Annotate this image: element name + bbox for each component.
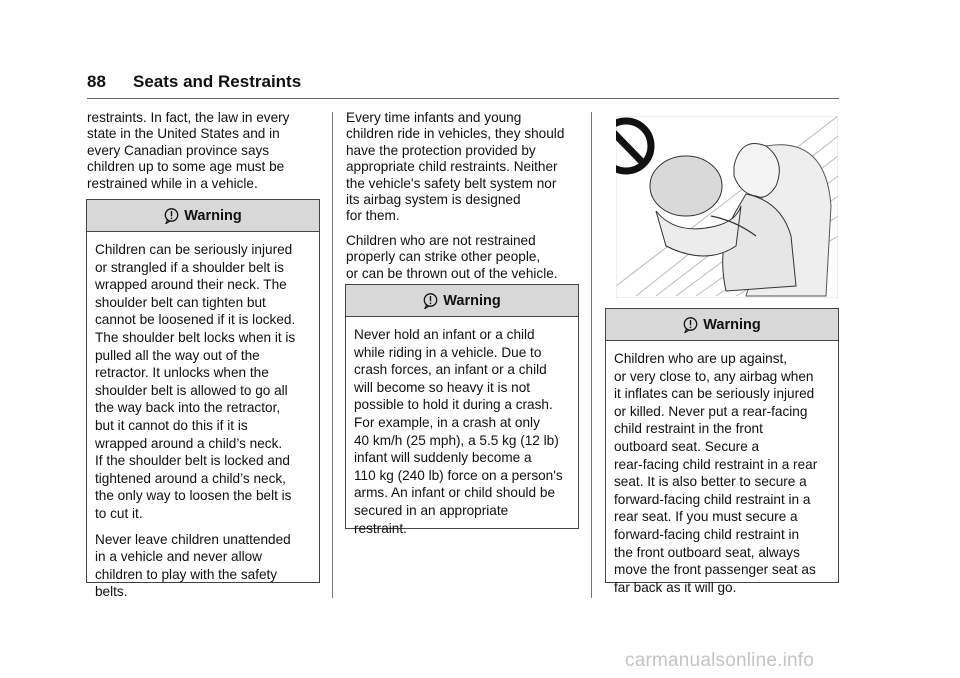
prohibition-icon bbox=[616, 121, 651, 171]
intro-paragraph: restraints. In fact, the law in every state in the United States and in every Canadian province says children up to some age must be restrained while in a vehicle. bbox=[87, 110, 290, 191]
warning-paragraph: Children who are up against, or very close to, any airbag when it inflates can be seriously injured or killed. Never put a rear-facing child restraint in the front outboard seat. Secure a rear-facing child restraint in a rear seat. It is also better to secure a forward-facing child restraint in a rear seat. If you must secure a forward-facing child restraint in the front outboard seat, always move the front passenger seat as far back as it will go. bbox=[614, 351, 818, 595]
warning-title: Warning bbox=[703, 316, 761, 333]
warning-paragraph: Never leave children unattended in a vehicle and never allow children to play with the safety belts. bbox=[95, 531, 291, 600]
child-held-airbag-illustration bbox=[616, 116, 838, 298]
column-1 bbox=[87, 110, 327, 200]
warning-box-neck bbox=[86, 199, 320, 600]
warning-title: Warning bbox=[443, 292, 501, 309]
page-header bbox=[87, 72, 839, 96]
warning-header bbox=[606, 309, 838, 341]
warning-box-holding-infant bbox=[345, 284, 579, 536]
warning-body bbox=[346, 317, 578, 551]
section-title: Seats and Restraints bbox=[133, 72, 302, 91]
warning-icon bbox=[164, 208, 179, 224]
warning-body bbox=[606, 341, 838, 610]
body-paragraph: Every time infants and young children ride in vehicles, they should have the protection provided by appropriate child restraints. Neither the vehicle's safety belt system nor its airbag system is designed for them. bbox=[346, 110, 565, 224]
column-divider-1 bbox=[332, 112, 333, 598]
column-2 bbox=[346, 110, 586, 290]
warning-paragraph: Children can be seriously injured or strangled if a shoulder belt is wrapped around their neck. The shoulder belt can tighten but cannot be loosened if it is locked. The shoulder belt locks when it is pulled all the way out of the retractor. It unlocks when the shoulder belt is allowed to go all the way back into the retractor, but it cannot do this if it is wrapped around a child’s neck. If the shoulder belt is locked and tightened around a child’s neck, the only way to loosen the belt is to cut it. bbox=[95, 242, 296, 521]
warning-box-airbag bbox=[605, 308, 839, 595]
warning-icon bbox=[423, 293, 438, 309]
header-rule bbox=[87, 98, 839, 99]
page-number: 88 bbox=[87, 72, 106, 91]
body-paragraph: Children who are not restrained properly can strike other people, or can be thrown out of the vehicle. bbox=[346, 232, 558, 281]
warning-header bbox=[346, 285, 578, 317]
warning-icon bbox=[683, 317, 698, 333]
warning-body bbox=[87, 232, 319, 615]
warning-header bbox=[87, 200, 319, 232]
column-divider-2 bbox=[591, 112, 592, 598]
warning-paragraph: Never hold an infant or a child while riding in a vehicle. Due to crash forces, an infant or a child will become so heavy it is not possible to hold it during a crash. For example, in a crash at only 40 km/h (25 mph), a 5.5 kg (12 lb) infant will suddenly become a 110 kg (240 lb) force on a person's arms. An infant or child should be secured in an appropriate restraint. bbox=[354, 327, 563, 536]
warning-title: Warning bbox=[184, 207, 242, 224]
watermark: carmanualsonline.info bbox=[625, 650, 815, 671]
